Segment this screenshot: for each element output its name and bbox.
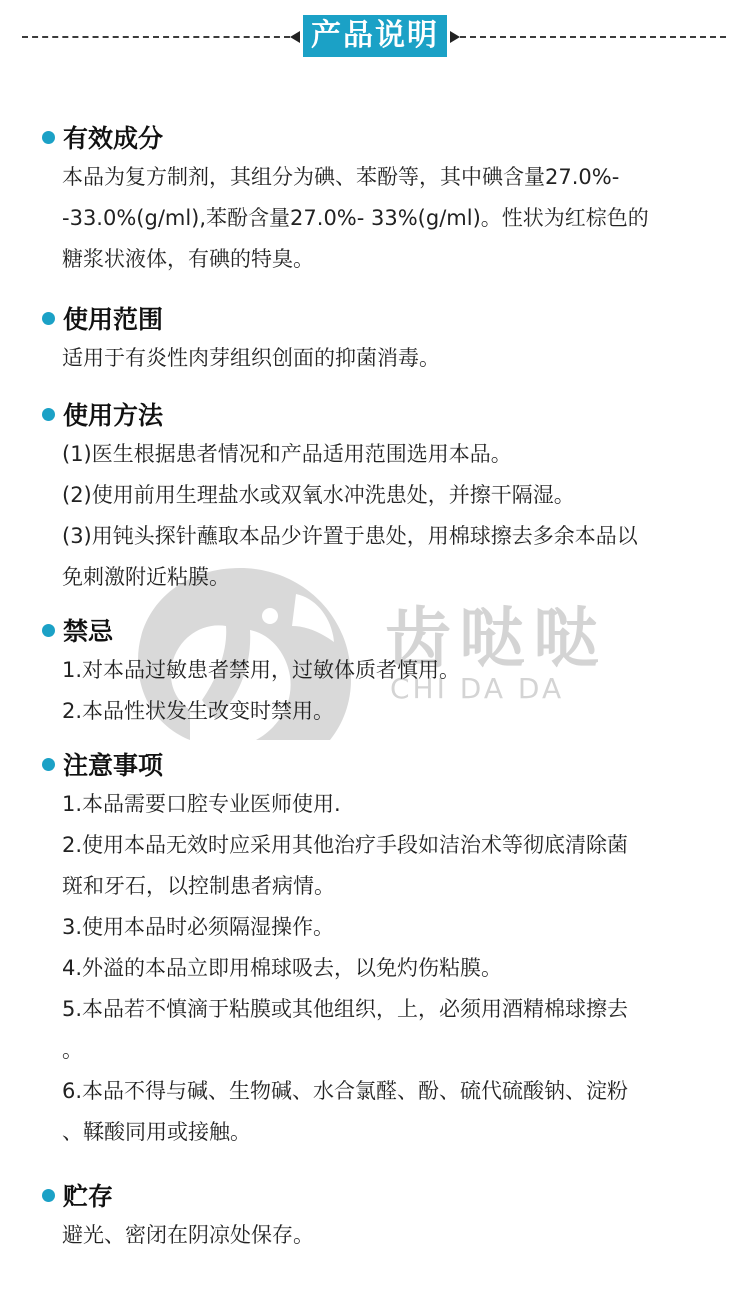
text-line: 2.使用本品无效时应采用其他治疗手段如洁治术等彻底清除菌	[62, 833, 629, 857]
section-ingredients	[42, 117, 722, 280]
bullet-dot-icon	[42, 312, 55, 325]
text-line: -33.0%(g/ml),苯酚含量27.0%- 33%(g/ml)。性状为红棕色的	[62, 206, 649, 230]
section-title: 禁忌	[63, 617, 114, 646]
text-line: 4.外溢的本品立即用棉球吸去，以免灼伤粘膜。	[62, 956, 503, 980]
text-line: 斑和牙石，以控制患者病情。	[62, 874, 335, 898]
bullet-dot-icon	[42, 624, 55, 637]
section-title: 注意事项	[63, 751, 164, 780]
section-title: 贮存	[63, 1182, 114, 1211]
arrow-right-icon	[450, 31, 460, 43]
bullet-dot-icon	[42, 758, 55, 771]
page-title: 产品说明	[303, 15, 447, 57]
text-line: (2)使用前用生理盐水或双氧水冲洗患处，并擦干隔湿。	[62, 483, 575, 507]
bullet-dot-icon	[42, 408, 55, 421]
text-line: 适用于有炎性肉芽组织创面的抑菌消毒。	[62, 346, 440, 370]
text-line: (1)医生根据患者情况和产品适用范围选用本品。	[62, 442, 512, 466]
text-line: 。	[62, 1038, 83, 1062]
section-usage	[42, 394, 722, 598]
divider-right	[460, 36, 726, 38]
section-title: 有效成分	[63, 124, 164, 153]
text-line: 3.使用本品时必须隔湿操作。	[62, 915, 335, 939]
bullet-dot-icon	[42, 131, 55, 144]
text-line: (3)用钝头探针蘸取本品少许置于患处，用棉球擦去多余本品以	[62, 524, 638, 548]
text-line: 1.对本品过敏患者禁用，过敏体质者慎用。	[62, 658, 461, 682]
section-precautions	[42, 744, 722, 1153]
section-scope	[42, 298, 722, 379]
section-contraindications	[42, 610, 722, 732]
section-storage	[42, 1175, 722, 1256]
watermark-brand-en: CHI DA DA	[390, 672, 565, 705]
text-line: 免刺激附近粘膜。	[62, 565, 230, 589]
bullet-dot-icon	[42, 1189, 55, 1202]
text-line: 、鞣酸同用或接触。	[62, 1120, 251, 1144]
arrow-left-icon	[290, 31, 300, 43]
text-line: 避光、密闭在阴凉处保存。	[62, 1223, 314, 1247]
watermark-brand: 齿哒哒	[385, 600, 607, 677]
section-title: 使用范围	[63, 305, 164, 334]
header	[0, 15, 750, 59]
text-line: 5.本品若不慎滴于粘膜或其他组织，上，必须用酒精棉球擦去	[62, 997, 629, 1021]
section-title: 使用方法	[63, 401, 164, 430]
text-line: 6.本品不得与碱、生物碱、水合氯醛、酚、硫代硫酸钠、淀粉	[62, 1079, 629, 1103]
text-line: 2.本品性状发生改变时禁用。	[62, 699, 335, 723]
text-line: 糖浆状液体，有碘的特臭。	[62, 247, 314, 271]
text-line: 1.本品需要口腔专业医师使用.	[62, 792, 341, 816]
text-line: 本品为复方制剂，其组分为碘、苯酚等，其中碘含量27.0%-	[62, 165, 620, 189]
divider-left	[22, 36, 290, 38]
